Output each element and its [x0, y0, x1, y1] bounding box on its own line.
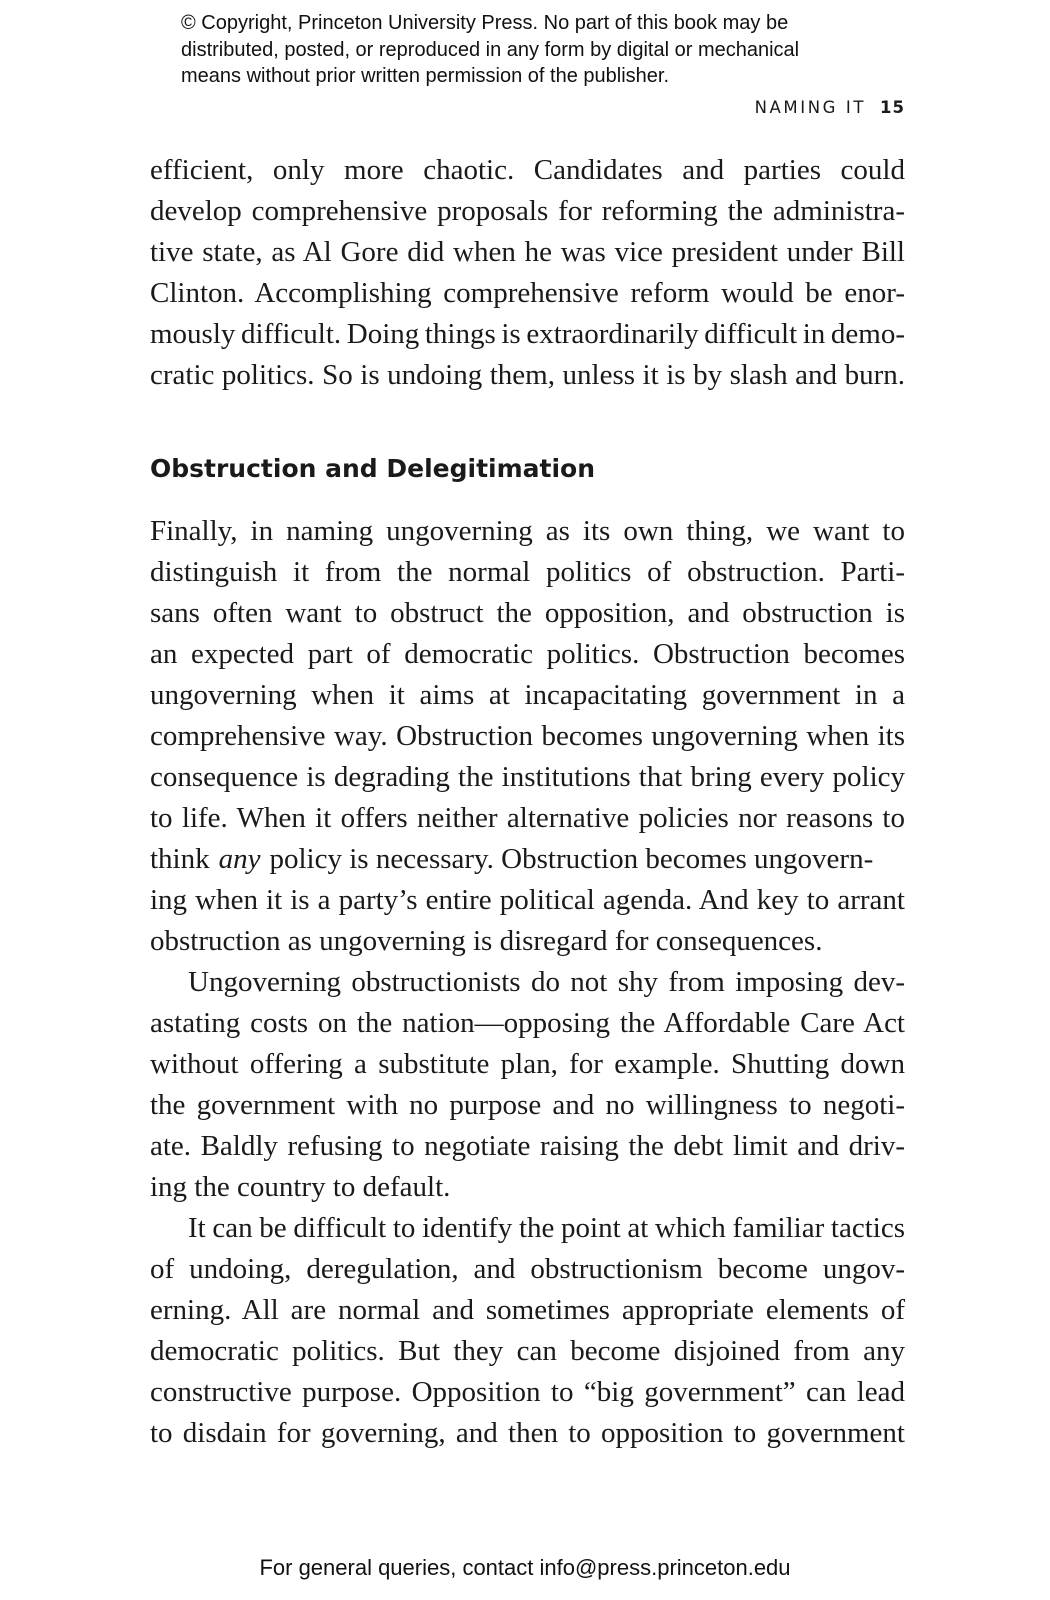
- line-text: Ungoverning obstructionists do not shy from imposing dev-: [188, 966, 905, 998]
- text-line: [150, 1044, 905, 1085]
- line-text: develop comprehensive proposals for reforming the administra-: [150, 195, 905, 227]
- text-line: [150, 552, 905, 593]
- text-line: [150, 1413, 905, 1454]
- text-line: [150, 232, 905, 273]
- line-text: constructive purpose. Opposition to “big government” can lead: [150, 1376, 905, 1408]
- line-text: efficient, only more chaotic. Candidates and parties could: [150, 154, 905, 186]
- line-text: mously difficult. Doing things is extraordinarily difficult in demo-: [150, 318, 905, 350]
- text-line: [150, 1003, 905, 1044]
- text-line: [150, 1085, 905, 1126]
- line-text: It can be difficult to identify the point at which familiar tactics: [188, 1212, 905, 1244]
- text-line: [150, 716, 905, 757]
- text-line: [150, 1208, 905, 1249]
- text-line: [150, 880, 905, 921]
- paragraph-continued: [150, 150, 905, 396]
- text-line: [150, 593, 905, 634]
- line-text: to disdain for governing, and then to opposition to government: [150, 1417, 905, 1449]
- text-line: [150, 273, 905, 314]
- line-text: Clinton. Accomplishing comprehensive reform would be enor-: [150, 277, 905, 309]
- line-text: obstruction as ungoverning is disregard for consequences.: [150, 925, 823, 957]
- text-line: [150, 1167, 905, 1208]
- copyright-line: © Copyright, Princeton University Press. No part of this book may be: [181, 12, 789, 34]
- line-text: ate. Baldly refusing to negotiate raising the debt limit and driv-: [150, 1130, 905, 1162]
- text-line: [150, 962, 905, 1003]
- line-text: cratic politics. So is undoing them, unless it is by slash and burn.: [150, 359, 905, 391]
- section-heading: Obstruction and Delegitimation: [150, 454, 596, 483]
- paragraph-3: [150, 1208, 905, 1454]
- line-text: erning. All are normal and sometimes appropriate elements of: [150, 1294, 905, 1326]
- text-line: [150, 921, 905, 962]
- line-text: consequence is degrading the institutions that bring every policy: [150, 761, 905, 793]
- text-line: [150, 839, 905, 880]
- text-line: [150, 798, 905, 839]
- line-text: ing when it is a party’s entire political agenda. And key to arrant: [150, 884, 905, 916]
- line-text: an expected part of democratic politics. Obstruction becomes: [150, 638, 905, 670]
- line-text: tive state, as Al Gore did when he was vice president under Bill: [150, 236, 905, 268]
- line-text: the government with no purpose and no willingness to negoti-: [150, 1089, 905, 1121]
- text-line: [150, 1126, 905, 1167]
- text-line: [150, 675, 905, 716]
- line-text: comprehensive way. Obstruction becomes ungoverning when its: [150, 720, 905, 752]
- line-text: ungoverning when it aims at incapacitating government in a: [150, 679, 905, 711]
- line-text: astating costs on the nation—opposing the Affordable Care Act: [150, 1007, 905, 1039]
- text-line: [150, 150, 905, 191]
- copyright-line: means without prior written permission of the publisher.: [181, 65, 670, 87]
- line-text: without offering a substitute plan, for example. Shutting down: [150, 1048, 905, 1080]
- text-line: [150, 634, 905, 675]
- text-line: [150, 757, 905, 798]
- paragraph-2: [150, 962, 905, 1208]
- text-line: [150, 191, 905, 232]
- line-text: policy is necessary. Obstruction becomes ungovern-: [269, 843, 874, 875]
- text-line: [150, 1331, 905, 1372]
- paragraph-1: [150, 511, 905, 962]
- line-text: sans often want to obstruct the opposition, and obstruction is: [150, 597, 905, 629]
- line-text: think: [150, 843, 210, 875]
- text-line: [150, 511, 905, 552]
- line-text: Finally, in naming ungoverning as its own thing, we want to: [150, 515, 905, 547]
- copyright-notice: [181, 10, 901, 90]
- line-text: distinguish it from the normal politics of obstruction. Parti-: [150, 556, 905, 588]
- text-line: [150, 314, 905, 355]
- text-line: [150, 1249, 905, 1290]
- running-head-title: NAMING IT: [754, 98, 867, 117]
- emphasis-text: any: [218, 843, 261, 875]
- copyright-line: distributed, posted, or reproduced in any form by digital or mechanical: [181, 38, 800, 61]
- section-body: [150, 511, 905, 1454]
- text-line: [150, 1290, 905, 1331]
- text-line: [150, 1372, 905, 1413]
- line-text: ing the country to default.: [150, 1171, 451, 1203]
- line-text: of undoing, deregulation, and obstructionism become ungov-: [150, 1253, 905, 1285]
- footer-contact: For general queries, contact info@press.princeton.edu: [259, 1555, 791, 1580]
- page-number: 15: [880, 98, 905, 117]
- running-head: [755, 98, 905, 117]
- line-text: democratic politics. But they can become disjoined from any: [150, 1335, 905, 1367]
- text-line: [150, 355, 905, 396]
- line-text: to life. When it offers neither alternative policies nor reasons to: [150, 802, 905, 834]
